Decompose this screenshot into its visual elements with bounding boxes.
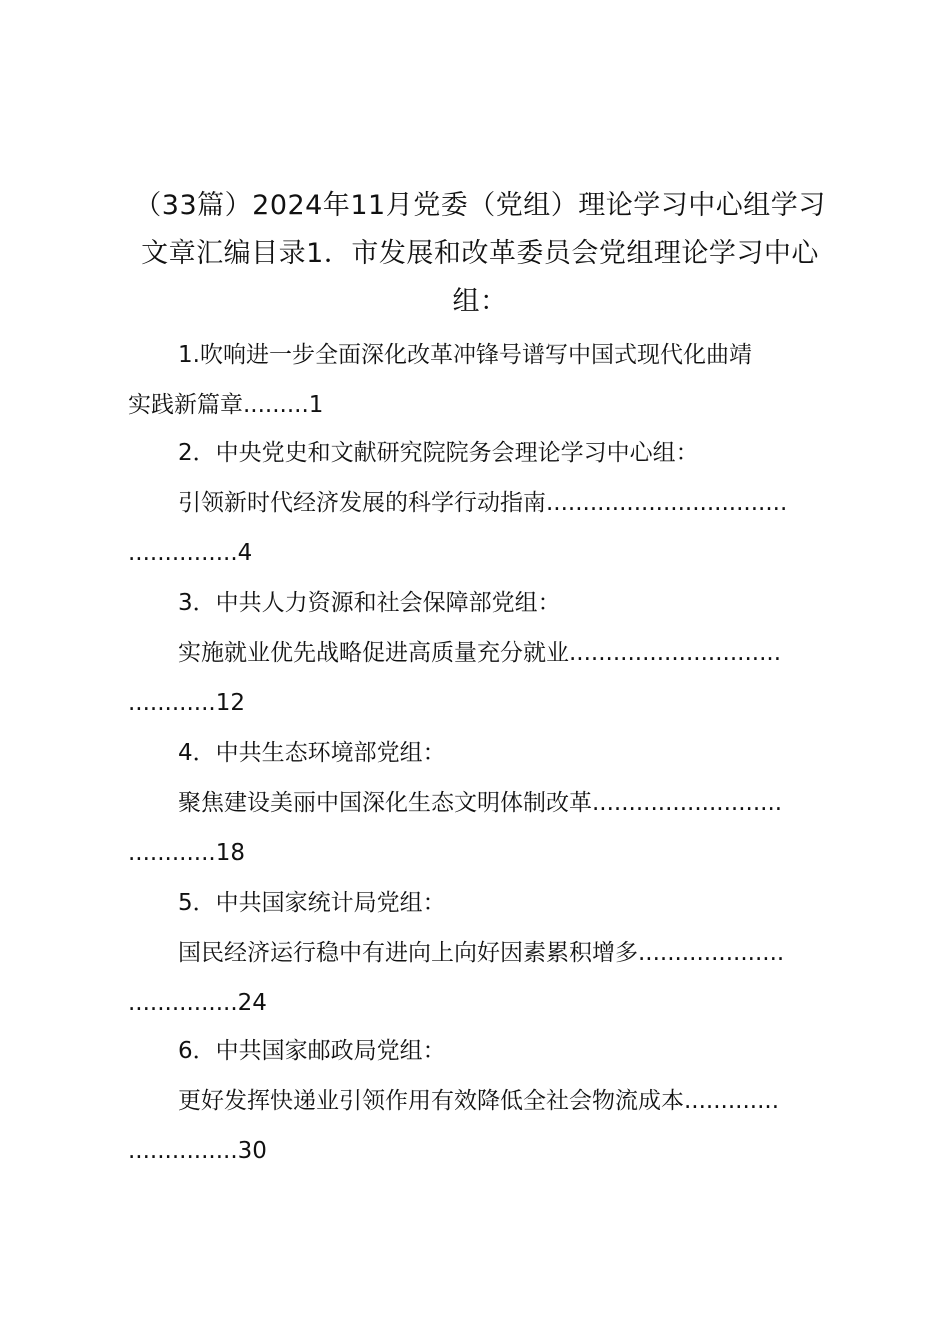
toc-entry-2-line-2: ...............4 [128, 540, 253, 566]
toc-entry-2-heading: 2．中央党史和文献研究院院务会理论学习中心组： [178, 440, 699, 466]
toc-entry-6-line-1: 更好发挥快递业引领作用有效降低全社会物流成本............. [178, 1088, 780, 1114]
document-title: （33篇）2024年11月党委（党组）理论学习中心组学习文章汇编目录1．市发展和改革委员会党组理论学习中心组： [134, 190, 826, 317]
toc-entry-5-line-1: 国民经济运行稳中有进向上向好因素累积增多.................... [178, 940, 785, 966]
toc-entry-1-line-2: 实践新篇章.........1 [128, 392, 324, 418]
toc-entry-5-line-2: ...............24 [128, 990, 267, 1016]
toc-entry-4-heading: 4．中共生态环境部党组： [178, 740, 446, 766]
toc-entry-2-line-1: 引领新时代经济发展的科学行动指南................................. [178, 490, 788, 516]
toc-entry-3-heading: 3．中共人力资源和社会保障部党组： [178, 590, 561, 616]
toc-entry-6-line-2: ...............30 [128, 1138, 267, 1164]
toc-entry-3-line-2: ............12 [128, 690, 245, 716]
toc-entry-1-line-1: 1.吹响进一步全面深化改革冲锋号谱写中国式现代化曲靖 [178, 342, 752, 368]
toc-entry-6-heading: 6．中共国家邮政局党组： [178, 1038, 446, 1064]
toc-entry-4-line-1: 聚焦建设美丽中国深化生态文明体制改革.......................... [178, 790, 783, 816]
toc-entry-4-line-2: ............18 [128, 840, 245, 866]
toc-entry-3-line-1: 实施就业优先战略促进高质量充分就业............................. [178, 640, 782, 666]
toc-entry-5-heading: 5．中共国家统计局党组： [178, 890, 446, 916]
